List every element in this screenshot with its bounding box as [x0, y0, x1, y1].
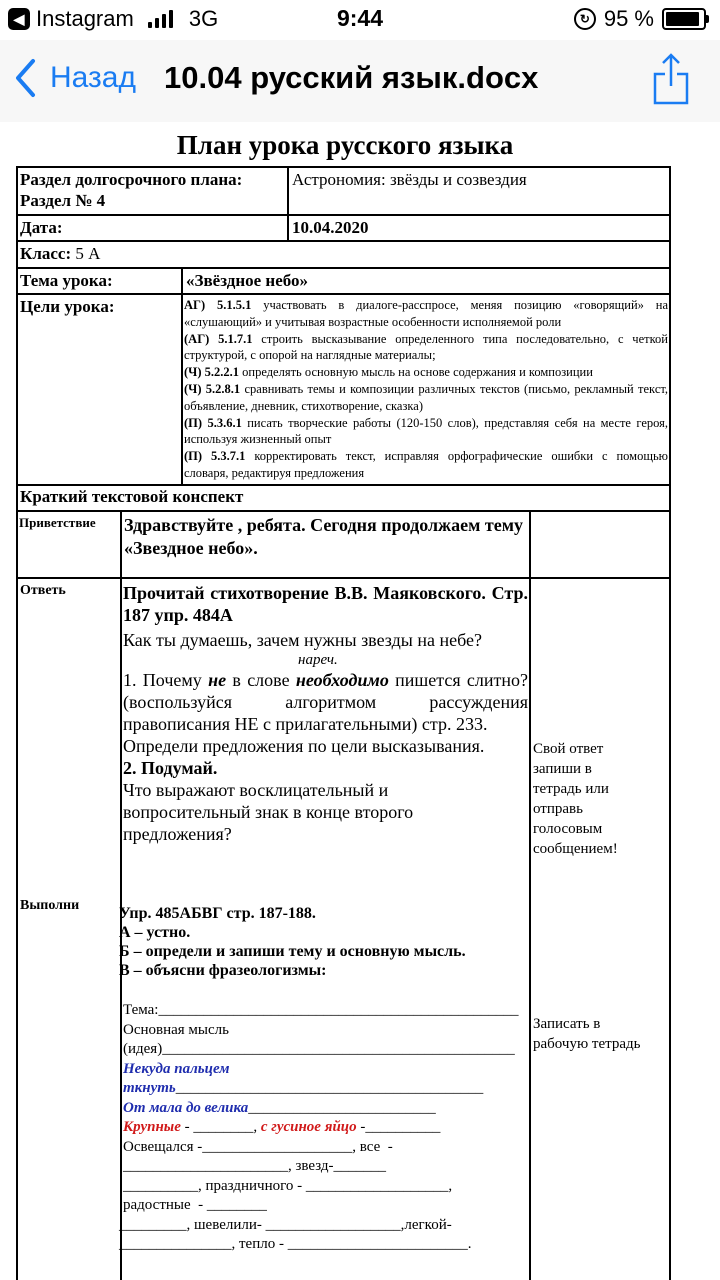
- word-line-2: ______________________, звезд-_______: [123, 1158, 387, 1174]
- navigation-bar: [0, 40, 720, 123]
- greeting-text: Здравствуйте , ребята. Сегодня продолжаем тему «Звездное небо».: [124, 515, 523, 558]
- phrase-2: От мала до велика_________________________: [123, 1099, 436, 1116]
- back-label[interactable]: Назад: [50, 61, 136, 94]
- task-line: Упр. 485АБВГ стр. 187-188.: [119, 905, 316, 922]
- battery-percent: 95 %: [603, 6, 654, 31]
- date-value: 10.04.2020: [292, 218, 369, 237]
- lesson-plan-title: План урока русского языка: [176, 130, 514, 160]
- network-label: 3G: [188, 6, 219, 31]
- goal-item: (АГ) 5.1.7.1 строить высказывание определенного типа последовательно, с четкой структурой, с опорой на наглядные материалы;: [184, 331, 668, 363]
- status-bar: [0, 0, 720, 40]
- ws-main-idea: Основная мысль: [123, 1021, 229, 1038]
- worksheet: [119, 1001, 527, 1255]
- task-line: А – устно.: [119, 924, 191, 941]
- word-line-6: _______________, тепло - ________________________.: [119, 1236, 472, 1252]
- ws-theme: Тема:________________________________________________: [123, 1002, 519, 1018]
- back-to-app-icon[interactable]: ◀: [8, 8, 30, 30]
- phrase-3: Крупные - ________, с гусиное яйцо -__________: [123, 1119, 441, 1135]
- share-icon[interactable]: [652, 52, 690, 106]
- battery-icon: [662, 8, 706, 30]
- goals-label: Цели урока:: [20, 297, 115, 316]
- phrase-1: Некуда пальцем: [123, 1060, 230, 1077]
- goal-item: (П) 5.3.6.1 писать творческие работы (120-150 слов), представляя себя на месте героя, используя жизненный опыт: [184, 415, 668, 447]
- annotation: нареч.: [298, 652, 338, 668]
- question-4: Что выражают восклицательный и вопросительный знак в конце второго предложения?: [123, 780, 414, 844]
- document-title: 10.04 русский язык.docx: [164, 60, 539, 95]
- answer-label: Ответь: [20, 583, 66, 598]
- task-line: Б – определи и запиши тему и основную мысль.: [119, 943, 466, 960]
- section-label: Раздел долгосрочного плана: Раздел № 4: [20, 170, 243, 210]
- task-note: Записать в рабочую тетрадь: [533, 1016, 641, 1052]
- chevron-left-icon: [14, 58, 36, 98]
- task-instructions: [119, 904, 524, 980]
- question-2: 1. Почему не в слове необходимо пишется слитно? (воспользуйся алгоритмом рассуждения правописания НЕ с прилагательными) стр. 233.: [123, 670, 529, 734]
- question-3: Определи предложения по цели высказывания.: [123, 736, 485, 756]
- question-1: Как ты думаешь, зачем нужны звезды на небе?: [123, 630, 482, 650]
- goals-list: [184, 297, 668, 482]
- word-line-3: __________, праздничного - ___________________,: [123, 1177, 453, 1194]
- back-button[interactable]: [14, 58, 136, 98]
- answer-heading: Прочитай стихотворение В.В. Маяковского. Стр. 187 упр. 484А: [123, 583, 528, 625]
- summary-heading: Краткий текстовой конспект: [20, 487, 244, 506]
- greeting-label: Приветствие: [19, 515, 96, 530]
- word-line-1: Освещался -____________________, все -: [123, 1138, 393, 1155]
- ws-idea: (идея)_______________________________________________: [123, 1041, 515, 1057]
- back-app-label[interactable]: Instagram: [36, 6, 134, 31]
- task-line: В – объясни фразеологизмы:: [119, 962, 327, 979]
- class-row: [20, 244, 100, 264]
- word-line-4: радостные - ________: [123, 1197, 267, 1213]
- task-label: Выполни: [20, 898, 80, 913]
- status-right: [574, 6, 706, 32]
- answer-content: [123, 582, 528, 845]
- goal-item: (Ч) 5.2.2.1 определять основную мысль на основе содержания и композиции: [184, 365, 593, 380]
- think-heading: 2. Подумай.: [123, 758, 218, 778]
- clock: 9:44: [336, 5, 384, 31]
- class-value: 5 А: [75, 244, 101, 263]
- goal-item: (П) 5.3.7.1 корректировать текст, исправляя орфографические ошибки с помощью словаря, редактируя предложения: [184, 449, 669, 480]
- section-value: Астрономия: звёзды и созвездия: [292, 170, 527, 189]
- goal-item: АГ) 5.1.5.1 участвовать в диалоге-расспросе, меняя позицию «говорящий» на «слушающий» и учитывая возрастные особенности исполняемой роли: [184, 298, 668, 329]
- word-line-5: _________, шевелили- __________________,легкой-: [119, 1216, 452, 1233]
- class-label: Класс:: [20, 244, 72, 263]
- rotation-lock-icon: ↻: [574, 8, 596, 30]
- topic-label: Тема урока:: [20, 271, 113, 290]
- goal-item: (Ч) 5.2.8.1 сравнивать темы и композиции различных текстов (письмо, рекламный текст, объявление, дневник, стихотворение, сказка): [184, 381, 669, 413]
- phrase-1b: ткнуть_________________________________________: [123, 1080, 484, 1096]
- document-view[interactable]: [0, 122, 720, 1280]
- answer-note: Свой ответ запиши в тетрадь или отправь голосовым сообщением!: [533, 741, 618, 857]
- topic-value: «Звёздное небо»: [186, 271, 309, 290]
- date-label: Дата:: [20, 218, 63, 237]
